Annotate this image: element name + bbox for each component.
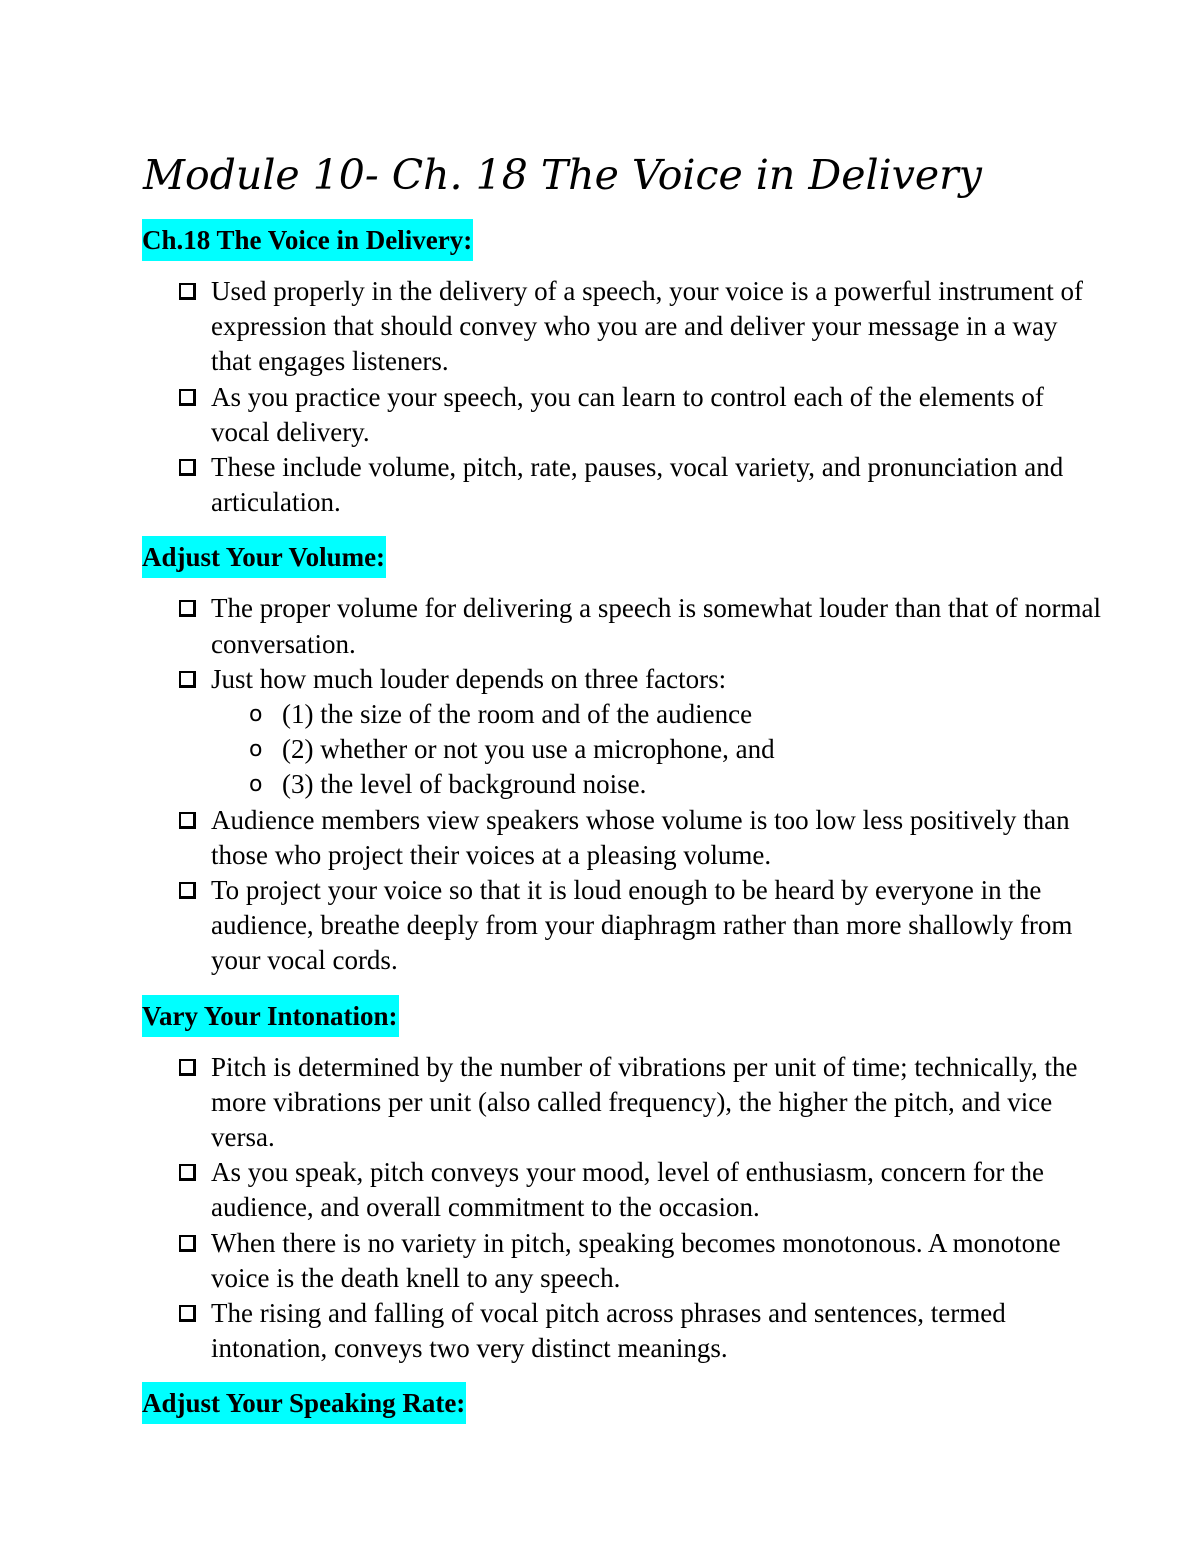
list-item-text: As you practice your speech, you can learn to control each of the elements of vocal delivery. bbox=[211, 381, 1044, 447]
list-item-text: The proper volume for delivering a speech is somewhat louder than that of normal conversation. bbox=[211, 593, 1101, 659]
bullet-list bbox=[142, 274, 1102, 520]
checkbox-icon bbox=[179, 671, 196, 688]
section bbox=[142, 995, 1102, 1367]
sub-list-item bbox=[142, 697, 1102, 732]
list-item bbox=[142, 591, 1102, 661]
list-item bbox=[142, 873, 1102, 979]
list-item bbox=[142, 1050, 1102, 1156]
section bbox=[142, 219, 1102, 520]
list-item-text: To project your voice so that it is loud enough to be heard by everyone in the audience, breathe deeply from your diaphragm rather than more shallowly from your vocal cords. bbox=[211, 875, 1073, 976]
sub-list-item bbox=[142, 767, 1102, 802]
checkbox-icon bbox=[179, 459, 196, 476]
sub-bullet-list bbox=[211, 697, 1102, 803]
checkbox-icon bbox=[179, 283, 196, 300]
list-item bbox=[142, 380, 1102, 450]
document-body bbox=[142, 219, 1102, 1437]
section-heading-wrap bbox=[142, 1382, 1102, 1424]
section-heading-wrap bbox=[142, 536, 1102, 578]
checkbox-icon bbox=[179, 1059, 196, 1076]
list-item-text: Audience members view speakers whose volume is too low less positively than those who project their voices at a pleasing volume. bbox=[211, 804, 1070, 870]
circle-bullet-icon: o bbox=[249, 737, 263, 763]
list-item bbox=[142, 1226, 1102, 1296]
list-item-text: The rising and falling of vocal pitch across phrases and sentences, termed intonation, conveys two very distinct meanings. bbox=[211, 1298, 1006, 1364]
bullet-list bbox=[142, 591, 1102, 978]
list-item-text: These include volume, pitch, rate, pauses, vocal variety, and pronunciation and articulation. bbox=[211, 452, 1064, 518]
section-heading: Adjust Your Speaking Rate: bbox=[142, 1382, 466, 1424]
circle-bullet-icon: o bbox=[249, 702, 263, 728]
list-item-text: Pitch is determined by the number of vibrations per unit of time; technically, the more vibrations per unit (also called frequency), the higher the pitch, and vice versa. bbox=[211, 1051, 1078, 1153]
section-heading-wrap bbox=[142, 995, 1102, 1037]
section bbox=[142, 1382, 1102, 1424]
circle-bullet-icon: o bbox=[249, 772, 263, 798]
list-item bbox=[142, 1155, 1102, 1225]
document-title: Module 10- Ch. 18 The Voice in Delivery bbox=[143, 151, 982, 199]
list-item bbox=[142, 274, 1102, 380]
section-heading: Vary Your Intonation: bbox=[142, 995, 399, 1037]
section bbox=[142, 536, 1102, 978]
checkbox-icon bbox=[179, 389, 196, 406]
list-item-text: Used properly in the delivery of a speech, your voice is a powerful instrument of expression that should convey who you are and deliver your message in a way that engages listeners. bbox=[211, 276, 1083, 377]
checkbox-icon bbox=[179, 1305, 196, 1322]
list-item bbox=[142, 1296, 1102, 1366]
section-heading: Adjust Your Volume: bbox=[142, 536, 386, 578]
list-item bbox=[142, 803, 1102, 873]
list-item bbox=[142, 662, 1102, 803]
bullet-list bbox=[142, 1050, 1102, 1367]
checkbox-icon bbox=[179, 812, 196, 829]
checkbox-icon bbox=[179, 882, 196, 899]
sub-list-item-text: (2) whether or not you use a microphone, and bbox=[282, 734, 775, 765]
section-heading-wrap bbox=[142, 219, 1102, 261]
checkbox-icon bbox=[179, 1164, 196, 1181]
list-item bbox=[142, 450, 1102, 520]
list-item-text: When there is no variety in pitch, speaking becomes monotonous. A monotone voice is the death knell to any speech. bbox=[211, 1227, 1061, 1293]
sub-list-item bbox=[142, 732, 1102, 767]
list-item-text: Just how much louder depends on three factors: bbox=[211, 663, 727, 694]
sub-list-item-text: (3) the level of background noise. bbox=[282, 769, 647, 800]
list-item-text: As you speak, pitch conveys your mood, level of enthusiasm, concern for the audience, and overall commitment to the occasion. bbox=[211, 1157, 1045, 1223]
checkbox-icon bbox=[179, 600, 196, 617]
checkbox-icon bbox=[179, 1235, 196, 1252]
sub-list-item-text: (1) the size of the room and of the audience bbox=[282, 699, 753, 730]
section-heading: Ch.18 The Voice in Delivery: bbox=[142, 219, 473, 261]
